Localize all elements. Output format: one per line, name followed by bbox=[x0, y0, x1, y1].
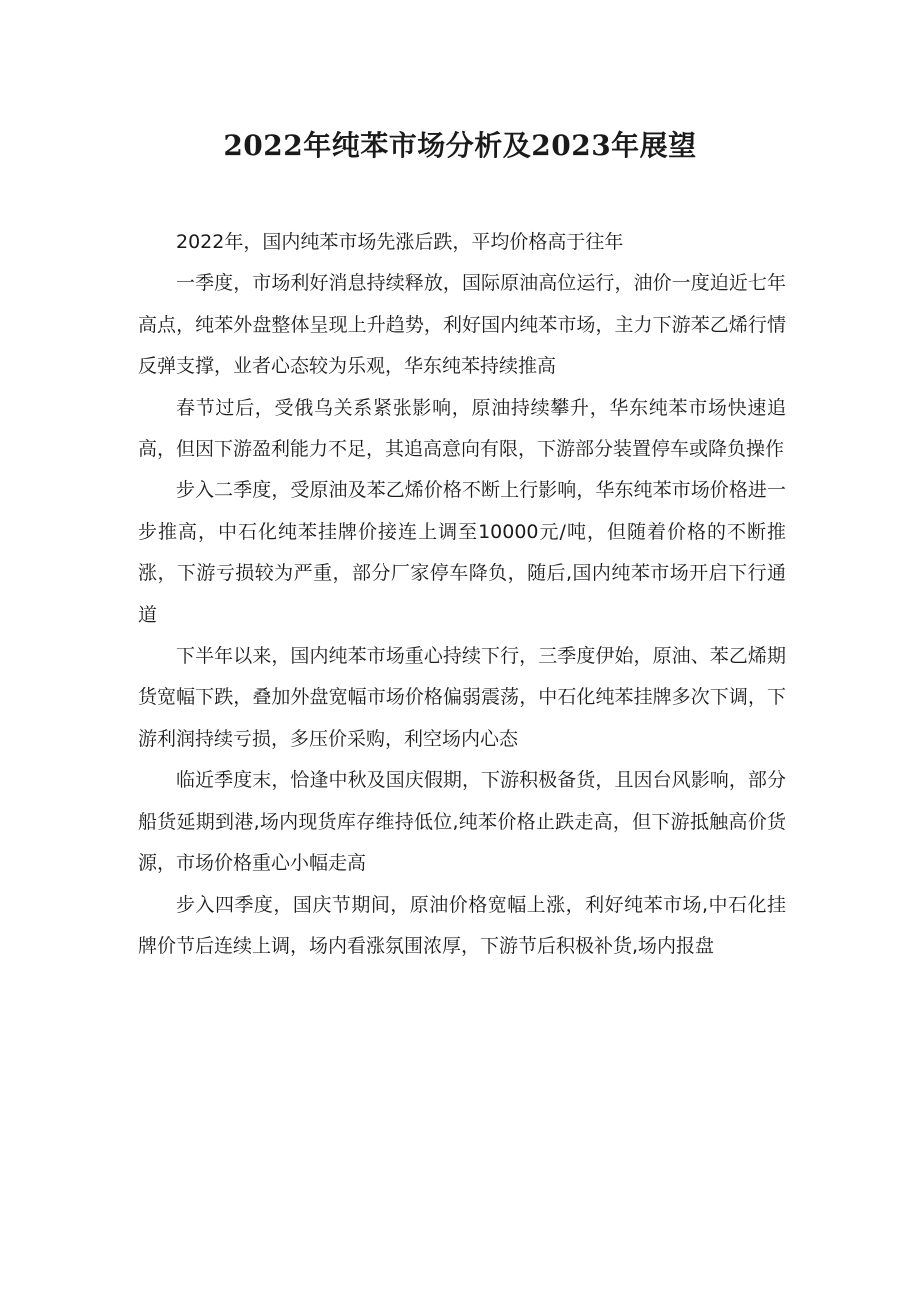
paragraph-7: 步入四季度，国庆节期间，原油价格宽幅上涨，利好纯苯市场,中石化挂牌价节后连续上调，场内看涨氛围浓厚，下游节后积极补货,场内报盘 bbox=[138, 893, 786, 957]
paragraph-2: 一季度，市场利好消息持续释放，国际原油高位运行，油价一度迫近七年高点，纯苯外盘整体呈现上升趋势，利好国内纯苯市场，主力下游苯乙烯行情反弹支撑，业者心态较为乐观，华东纯苯持续推高 bbox=[138, 272, 786, 378]
paragraph-5: 下半年以来，国内纯苯市场重心持续下行，三季度伊始，原油、苯乙烯期货宽幅下跌，叠加外盘宽幅市场价格偏弱震荡，中石化纯苯挂牌多次下调，下游利润持续亏损，多压价采购，利空场内心态 bbox=[138, 645, 786, 750]
document-title: 2022年纯苯市场分析及2023年展望 bbox=[223, 129, 697, 162]
document-body bbox=[138, 222, 786, 967]
paragraph-3: 春节过后，受俄乌关系紧张影响，原油持续攀升，华东纯苯市场快速追高，但因下游盈利能力不足，其追高意向有限，下游部分装置停车或降负操作 bbox=[138, 396, 786, 461]
paragraph-6: 临近季度末，恰逢中秋及国庆假期，下游积极备货，且因台风影响，部分船货延期到港,场内现货库存维持低位,纯苯价格止跌走高，但下游抵触高价货源，市场价格重心小幅走高 bbox=[138, 769, 786, 875]
paragraph-4: 步入二季度，受原油及苯乙烯价格不断上行影响，华东纯苯市场价格进一步推高，中石化纯苯挂牌价接连上调至10000元/吨，但随着价格的不断推涨，下游亏损较为严重，部分厂家停车降负，随后,国内纯苯市场开启下行通道 bbox=[138, 479, 786, 626]
paragraph-1: 2022年，国内纯苯市场先涨后跌，平均价格高于往年 bbox=[176, 231, 624, 253]
